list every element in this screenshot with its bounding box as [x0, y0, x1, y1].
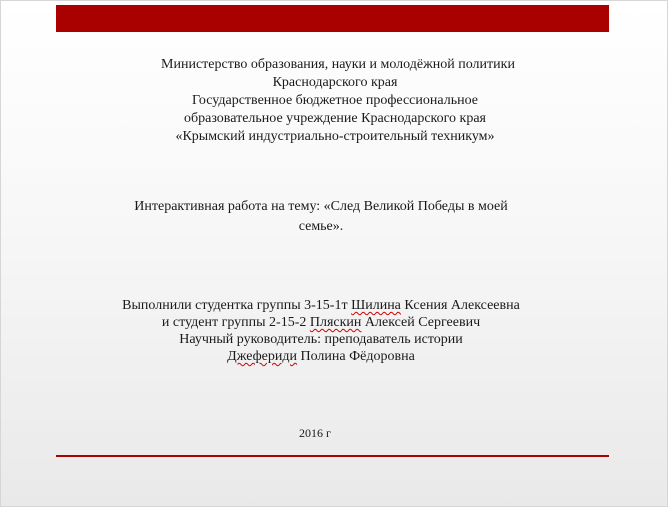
author-2-given-names: Алексей Сергеевич [361, 315, 481, 330]
supervisor-name-line [1, 348, 641, 365]
supervisor-given-names: Полина Фёдоровна [297, 349, 415, 364]
institution-block [1, 56, 668, 146]
institution-line-3: Государственное бюджетное профессиональное [192, 93, 478, 108]
institution-line-5: «Крымский индустриально-строительный техникум» [175, 129, 495, 144]
authors-block [1, 297, 641, 365]
supervisor-surname: Джефериди [227, 349, 297, 364]
top-accent-bar [56, 5, 609, 32]
supervisor-title: Научный руководитель: преподаватель истории [179, 332, 463, 347]
topic-line-1: Интерактивная работа на тему: «След Великой Победы в моей [134, 199, 508, 214]
institution-line-4: образовательное учреждение Краснодарского края [184, 111, 486, 126]
year-label: 2016 г [299, 426, 331, 440]
author-1-group: Выполнили студентка группы 3-15-1т [122, 298, 352, 313]
author-1-surname: Шилина [351, 298, 401, 313]
author-1-given-names: Ксения Алексеевна [400, 298, 520, 313]
author-line-1 [1, 297, 641, 314]
institution-line-2: Краснодарского края [272, 75, 398, 90]
institution-line-1: Министерство образования, науки и молодёжной политики [161, 57, 515, 72]
author-2-group: и студент группы 2-15-2 [161, 315, 310, 330]
topic-line-2: семье». [298, 219, 344, 234]
author-2-surname: Пляскин [309, 315, 362, 330]
bottom-accent-line [56, 455, 609, 457]
topic-block [76, 197, 566, 237]
author-line-2 [1, 314, 641, 331]
